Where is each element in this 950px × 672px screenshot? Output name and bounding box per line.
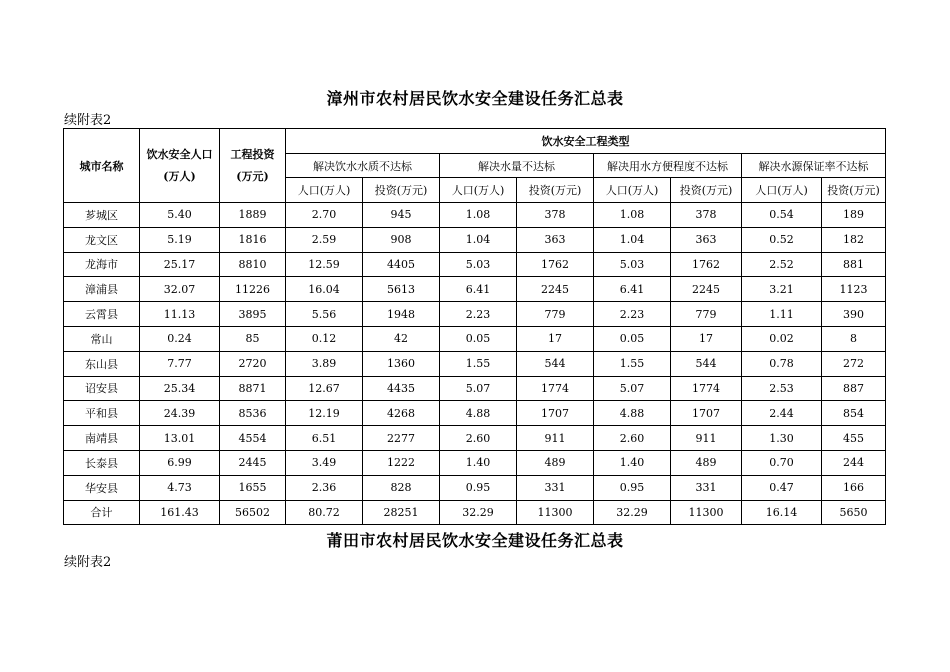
- city-name-cell: 诏安县: [64, 376, 140, 401]
- value-cell: 11300: [671, 500, 742, 525]
- value-cell: 11300: [517, 500, 594, 525]
- value-cell: 3.89: [286, 351, 363, 376]
- value-cell: 28251: [363, 500, 440, 525]
- value-cell: 12.19: [286, 401, 363, 426]
- value-cell: 1774: [517, 376, 594, 401]
- city-name-cell: 南靖县: [64, 426, 140, 451]
- value-cell: 5.07: [440, 376, 517, 401]
- value-cell: 4435: [363, 376, 440, 401]
- value-cell: 25.34: [140, 376, 220, 401]
- value-cell: 1707: [517, 401, 594, 426]
- page-title: 漳州市农村居民饮水安全建设任务汇总表: [326, 89, 624, 108]
- value-cell: 390: [822, 302, 886, 327]
- value-cell: 779: [517, 302, 594, 327]
- value-cell: 16.14: [742, 500, 822, 525]
- value-cell: 1816: [220, 227, 286, 252]
- table-row: [64, 475, 886, 500]
- value-cell: 378: [671, 203, 742, 228]
- value-cell: 331: [671, 475, 742, 500]
- value-cell: 4405: [363, 252, 440, 277]
- table-row: [64, 203, 886, 228]
- value-cell: 1.04: [594, 227, 671, 252]
- value-cell: 2.70: [286, 203, 363, 228]
- value-cell: 12.59: [286, 252, 363, 277]
- value-cell: 2.59: [286, 227, 363, 252]
- value-cell: 1.08: [440, 203, 517, 228]
- value-cell: 1707: [671, 401, 742, 426]
- value-cell: 182: [822, 227, 886, 252]
- value-cell: 0.02: [742, 326, 822, 351]
- value-cell: 4.73: [140, 475, 220, 500]
- value-cell: 1.55: [440, 351, 517, 376]
- value-cell: 6.41: [440, 277, 517, 302]
- table-header: [64, 129, 886, 203]
- value-cell: 881: [822, 252, 886, 277]
- city-name-cell: 漳浦县: [64, 277, 140, 302]
- value-cell: 42: [363, 326, 440, 351]
- second-page-title: 莆田市农村居民饮水安全建设任务汇总表: [326, 531, 624, 550]
- value-cell: 0.47: [742, 475, 822, 500]
- value-cell: 3.21: [742, 277, 822, 302]
- table-row: [64, 351, 886, 376]
- city-name-cell: 华安县: [64, 475, 140, 500]
- value-cell: 2.23: [594, 302, 671, 327]
- value-cell: 1.55: [594, 351, 671, 376]
- value-cell: 1222: [363, 450, 440, 475]
- value-cell: 911: [517, 426, 594, 451]
- subheader-investment: 投资(万元): [822, 178, 886, 203]
- value-cell: 2277: [363, 426, 440, 451]
- header-city: 城市名称: [64, 129, 140, 203]
- value-cell: 363: [517, 227, 594, 252]
- header-population-line1: 饮水安全人口: [146, 147, 213, 161]
- subheader-population: 人口(万人): [440, 178, 517, 203]
- value-cell: 908: [363, 227, 440, 252]
- value-cell: 544: [671, 351, 742, 376]
- value-cell: 2.52: [742, 252, 822, 277]
- value-cell: 1360: [363, 351, 440, 376]
- city-name-cell: 合计: [64, 500, 140, 525]
- value-cell: 5.07: [594, 376, 671, 401]
- table-row: [64, 277, 886, 302]
- value-cell: 0.05: [440, 326, 517, 351]
- value-cell: 0.95: [440, 475, 517, 500]
- value-cell: 12.67: [286, 376, 363, 401]
- value-cell: 272: [822, 351, 886, 376]
- city-name-cell: 平和县: [64, 401, 140, 426]
- value-cell: 544: [517, 351, 594, 376]
- value-cell: 11226: [220, 277, 286, 302]
- value-cell: 1655: [220, 475, 286, 500]
- table-body: [64, 203, 886, 525]
- value-cell: 1123: [822, 277, 886, 302]
- value-cell: 2245: [671, 277, 742, 302]
- subheader-investment: 投资(万元): [671, 178, 742, 203]
- value-cell: 2245: [517, 277, 594, 302]
- subheader-population: 人口(万人): [286, 178, 363, 203]
- header-project-type: 饮水安全工程类型: [286, 129, 886, 154]
- value-cell: 4268: [363, 401, 440, 426]
- subheader-investment: 投资(万元): [363, 178, 440, 203]
- value-cell: 17: [671, 326, 742, 351]
- value-cell: 85: [220, 326, 286, 351]
- value-cell: 5.56: [286, 302, 363, 327]
- table-row: [64, 426, 886, 451]
- table-row: [64, 450, 886, 475]
- header-group-source: 解决水源保证率不达标: [742, 154, 886, 178]
- value-cell: 0.78: [742, 351, 822, 376]
- value-cell: 6.41: [594, 277, 671, 302]
- value-cell: 0.95: [594, 475, 671, 500]
- city-name-cell: 常山: [64, 326, 140, 351]
- value-cell: 16.04: [286, 277, 363, 302]
- value-cell: 8810: [220, 252, 286, 277]
- value-cell: 32.29: [594, 500, 671, 525]
- value-cell: 4554: [220, 426, 286, 451]
- value-cell: 2.23: [440, 302, 517, 327]
- header-investment-line2: (万元): [236, 169, 269, 183]
- header-investment: [220, 129, 286, 203]
- value-cell: 0.24: [140, 326, 220, 351]
- value-cell: 455: [822, 426, 886, 451]
- value-cell: 80.72: [286, 500, 363, 525]
- header-group-quality: 解决饮水水质不达标: [286, 154, 440, 178]
- value-cell: 1774: [671, 376, 742, 401]
- header-population: [140, 129, 220, 203]
- value-cell: 1.08: [594, 203, 671, 228]
- value-cell: 5650: [822, 500, 886, 525]
- value-cell: 32.07: [140, 277, 220, 302]
- value-cell: 25.17: [140, 252, 220, 277]
- value-cell: 6.99: [140, 450, 220, 475]
- value-cell: 0.05: [594, 326, 671, 351]
- value-cell: 0.12: [286, 326, 363, 351]
- value-cell: 1.11: [742, 302, 822, 327]
- subheader-population: 人口(万人): [594, 178, 671, 203]
- header-population-line2: (万人): [163, 169, 196, 183]
- value-cell: 8871: [220, 376, 286, 401]
- value-cell: 4.88: [594, 401, 671, 426]
- value-cell: 8: [822, 326, 886, 351]
- city-name-cell: 云霄县: [64, 302, 140, 327]
- value-cell: 189: [822, 203, 886, 228]
- value-cell: 363: [671, 227, 742, 252]
- value-cell: 1762: [517, 252, 594, 277]
- table-row: [64, 227, 886, 252]
- value-cell: 244: [822, 450, 886, 475]
- value-cell: 17: [517, 326, 594, 351]
- value-cell: 56502: [220, 500, 286, 525]
- subheader-population: 人口(万人): [742, 178, 822, 203]
- value-cell: 1.04: [440, 227, 517, 252]
- value-cell: 6.51: [286, 426, 363, 451]
- table-row: [64, 500, 886, 525]
- value-cell: 2.36: [286, 475, 363, 500]
- value-cell: 945: [363, 203, 440, 228]
- city-name-cell: 芗城区: [64, 203, 140, 228]
- value-cell: 1.30: [742, 426, 822, 451]
- value-cell: 2.60: [440, 426, 517, 451]
- value-cell: 2.44: [742, 401, 822, 426]
- value-cell: 161.43: [140, 500, 220, 525]
- value-cell: 2.53: [742, 376, 822, 401]
- value-cell: 1.40: [440, 450, 517, 475]
- table-row: [64, 376, 886, 401]
- table-row: [64, 302, 886, 327]
- second-table-caption: 续附表2: [64, 555, 112, 570]
- value-cell: 378: [517, 203, 594, 228]
- value-cell: 0.54: [742, 203, 822, 228]
- table-caption: 续附表2: [64, 113, 112, 128]
- value-cell: 489: [517, 450, 594, 475]
- value-cell: 5.40: [140, 203, 220, 228]
- value-cell: 3.49: [286, 450, 363, 475]
- value-cell: 2.60: [594, 426, 671, 451]
- value-cell: 0.70: [742, 450, 822, 475]
- city-name-cell: 东山县: [64, 351, 140, 376]
- value-cell: 1.40: [594, 450, 671, 475]
- value-cell: 13.01: [140, 426, 220, 451]
- city-name-cell: 龙文区: [64, 227, 140, 252]
- value-cell: 887: [822, 376, 886, 401]
- subheader-investment: 投资(万元): [517, 178, 594, 203]
- city-name-cell: 龙海市: [64, 252, 140, 277]
- value-cell: 779: [671, 302, 742, 327]
- value-cell: 11.13: [140, 302, 220, 327]
- value-cell: 2445: [220, 450, 286, 475]
- value-cell: 828: [363, 475, 440, 500]
- value-cell: 2720: [220, 351, 286, 376]
- value-cell: 4.88: [440, 401, 517, 426]
- value-cell: 5613: [363, 277, 440, 302]
- value-cell: 331: [517, 475, 594, 500]
- value-cell: 8536: [220, 401, 286, 426]
- value-cell: 7.77: [140, 351, 220, 376]
- value-cell: 0.52: [742, 227, 822, 252]
- header-group-quantity: 解决水量不达标: [440, 154, 594, 178]
- table-row: [64, 252, 886, 277]
- value-cell: 1762: [671, 252, 742, 277]
- value-cell: 32.29: [440, 500, 517, 525]
- value-cell: 5.03: [594, 252, 671, 277]
- value-cell: 166: [822, 475, 886, 500]
- value-cell: 1948: [363, 302, 440, 327]
- value-cell: 5.03: [440, 252, 517, 277]
- header-investment-line1: 工程投资: [230, 147, 275, 161]
- city-name-cell: 长泰县: [64, 450, 140, 475]
- table-row: [64, 401, 886, 426]
- header-group-convenience: 解决用水方便程度不达标: [594, 154, 742, 178]
- value-cell: 911: [671, 426, 742, 451]
- summary-table: [63, 128, 886, 525]
- table-row: [64, 326, 886, 351]
- value-cell: 24.39: [140, 401, 220, 426]
- value-cell: 489: [671, 450, 742, 475]
- value-cell: 5.19: [140, 227, 220, 252]
- value-cell: 3895: [220, 302, 286, 327]
- value-cell: 1889: [220, 203, 286, 228]
- value-cell: 854: [822, 401, 886, 426]
